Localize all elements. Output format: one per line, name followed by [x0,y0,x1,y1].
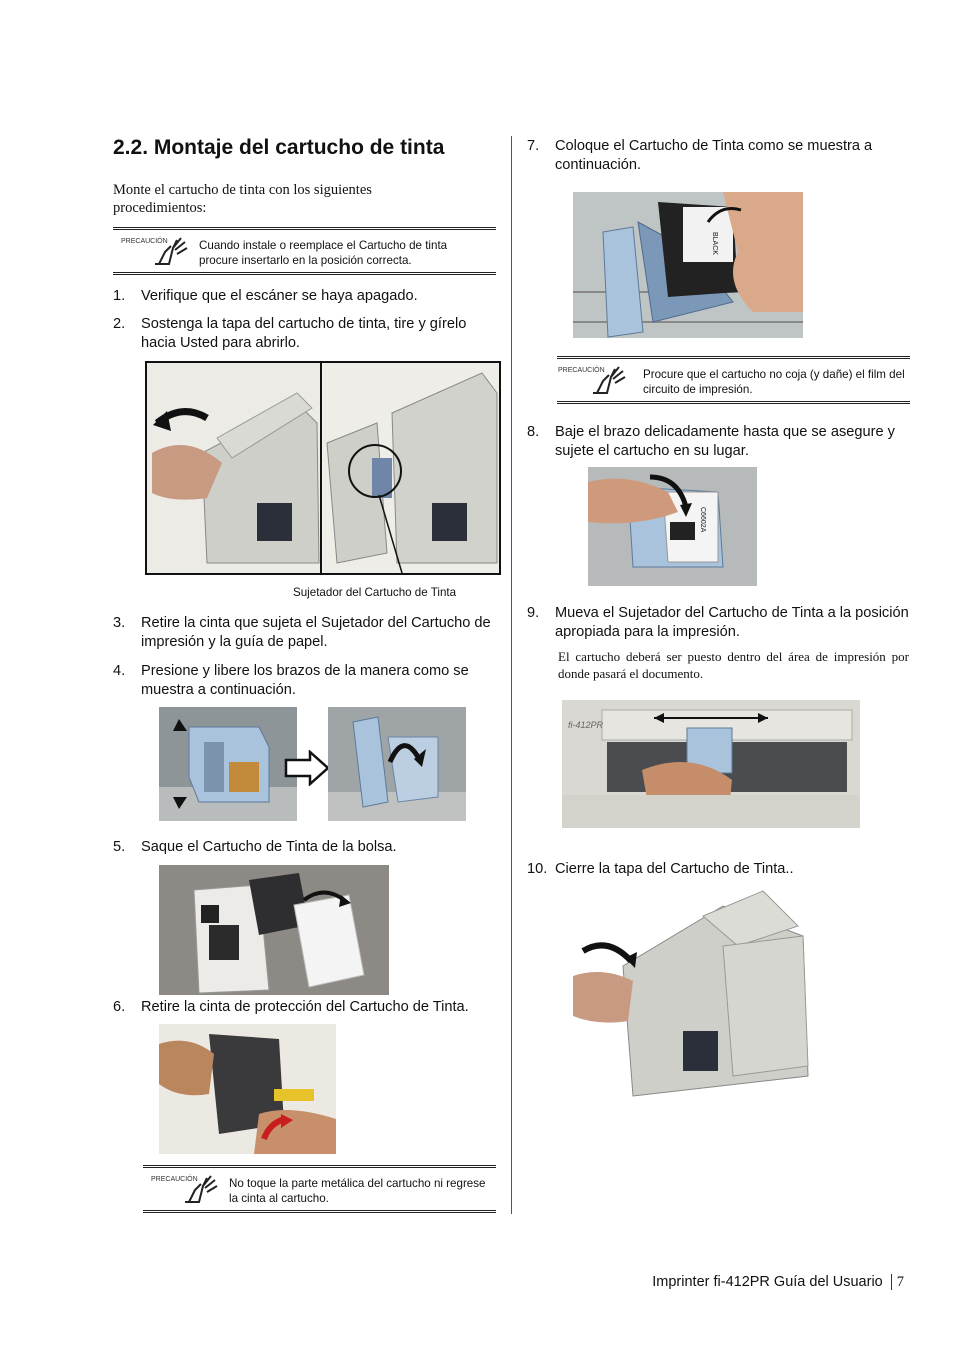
arrow-right-icon [284,750,330,786]
page-footer [652,1274,904,1291]
step-2 [113,315,498,355]
step-number: 7. [527,138,540,154]
step-9-note: El cartucho deberá ser puesto dentro del área de impresión por donde pasará el documento. [558,649,909,681]
step-text: Retire la cinta que sujeta el Sujetador del Cartucho de impresión y la guía de papel. [141,615,491,650]
caution-label: PRECAUCIÓN [121,238,168,245]
caution-box [113,227,496,275]
caution-text: No toque la parte metálica del cartucho ni regrese la cinta al cartucho. [229,1177,486,1205]
caution-label: PRECAUCIÓN [558,367,605,374]
section-intro: Monte el cartucho de tinta con los siguientes procedimientos: [113,182,372,216]
photo-release-arms [328,707,466,821]
column-divider [511,136,512,1214]
caution-box [557,356,910,404]
caution-hand-icon [151,234,191,268]
photo-move-holder [562,700,860,828]
cartridge-label-code: C6602A [699,507,706,533]
caution-box [143,1165,496,1213]
step-8 [527,423,912,463]
printer-model-label: fi-412PR [568,720,604,730]
step-number: 2. [113,316,126,332]
step-7 [527,137,912,177]
step-number: 3. [113,615,126,631]
step-number: 4. [113,663,126,679]
step-number: 1. [113,288,126,304]
step-number: 10. [527,861,548,877]
photo-remove-tape [159,1024,336,1154]
step-4 [113,662,498,702]
footer-text: Imprinter fi-412PR Guía del Usuario [652,1274,883,1290]
photo-close-cover [573,886,813,1106]
step-10 [527,860,912,880]
step-3 [113,614,498,654]
photo-caption: Sujetador del Cartucho de Tinta [293,586,457,599]
step-text: Coloque el Cartucho de Tinta como se muestra a continuación. [555,138,873,173]
step-text: Mueva el Sujetador del Cartucho de Tinta a la posición apropiada para la impresión. [555,605,909,640]
caution-text: Cuando instale o reemplace el Cartucho de tinta procure insertarlo en la posición correcta. [199,239,448,267]
step-1 [113,287,498,307]
photo-open-cover [145,361,501,575]
photo-press-arms [159,707,297,821]
section-title: 2.2. Montaje del cartucho de tinta [113,136,445,159]
photo-insert-cartridge [573,192,803,338]
step-number: 8. [527,424,540,440]
step-text: Cierre la tapa del Cartucho de Tinta.. [555,861,794,877]
caution-label: PRECAUCIÓN [151,1176,198,1183]
photo-lower-arm [588,467,757,586]
step-number: 9. [527,605,540,621]
cartridge-label-black: BLACK [711,232,718,255]
caution-text: Procure que el cartucho no coja (y dañe) el film del circuito de impresión. [643,368,905,396]
step-text: Sostenga la tapa del cartucho de tinta, tire y gírelo hacia Usted para abrirlo. [141,316,467,351]
step-text: Verifique que el escáner se haya apagado. [141,288,418,304]
photo-cartridge-bag [159,865,389,995]
caution-hand-icon [181,1172,221,1206]
step-text: Retire la cinta de protección del Cartucho de Tinta. [141,999,469,1015]
step-9 [527,604,912,644]
step-5 [113,838,498,858]
page-number: 7 [891,1274,904,1290]
step-text: Saque el Cartucho de Tinta de la bolsa. [141,839,397,855]
step-text: Presione y libere los brazos de la manera como se muestra a continuación. [141,663,469,698]
step-number: 5. [113,839,126,855]
step-text: Baje el brazo delicadamente hasta que se asegure y sujete el cartucho en su lugar. [555,424,895,459]
step-number: 6. [113,999,126,1015]
caution-hand-icon [589,363,629,397]
step-6 [113,998,498,1018]
